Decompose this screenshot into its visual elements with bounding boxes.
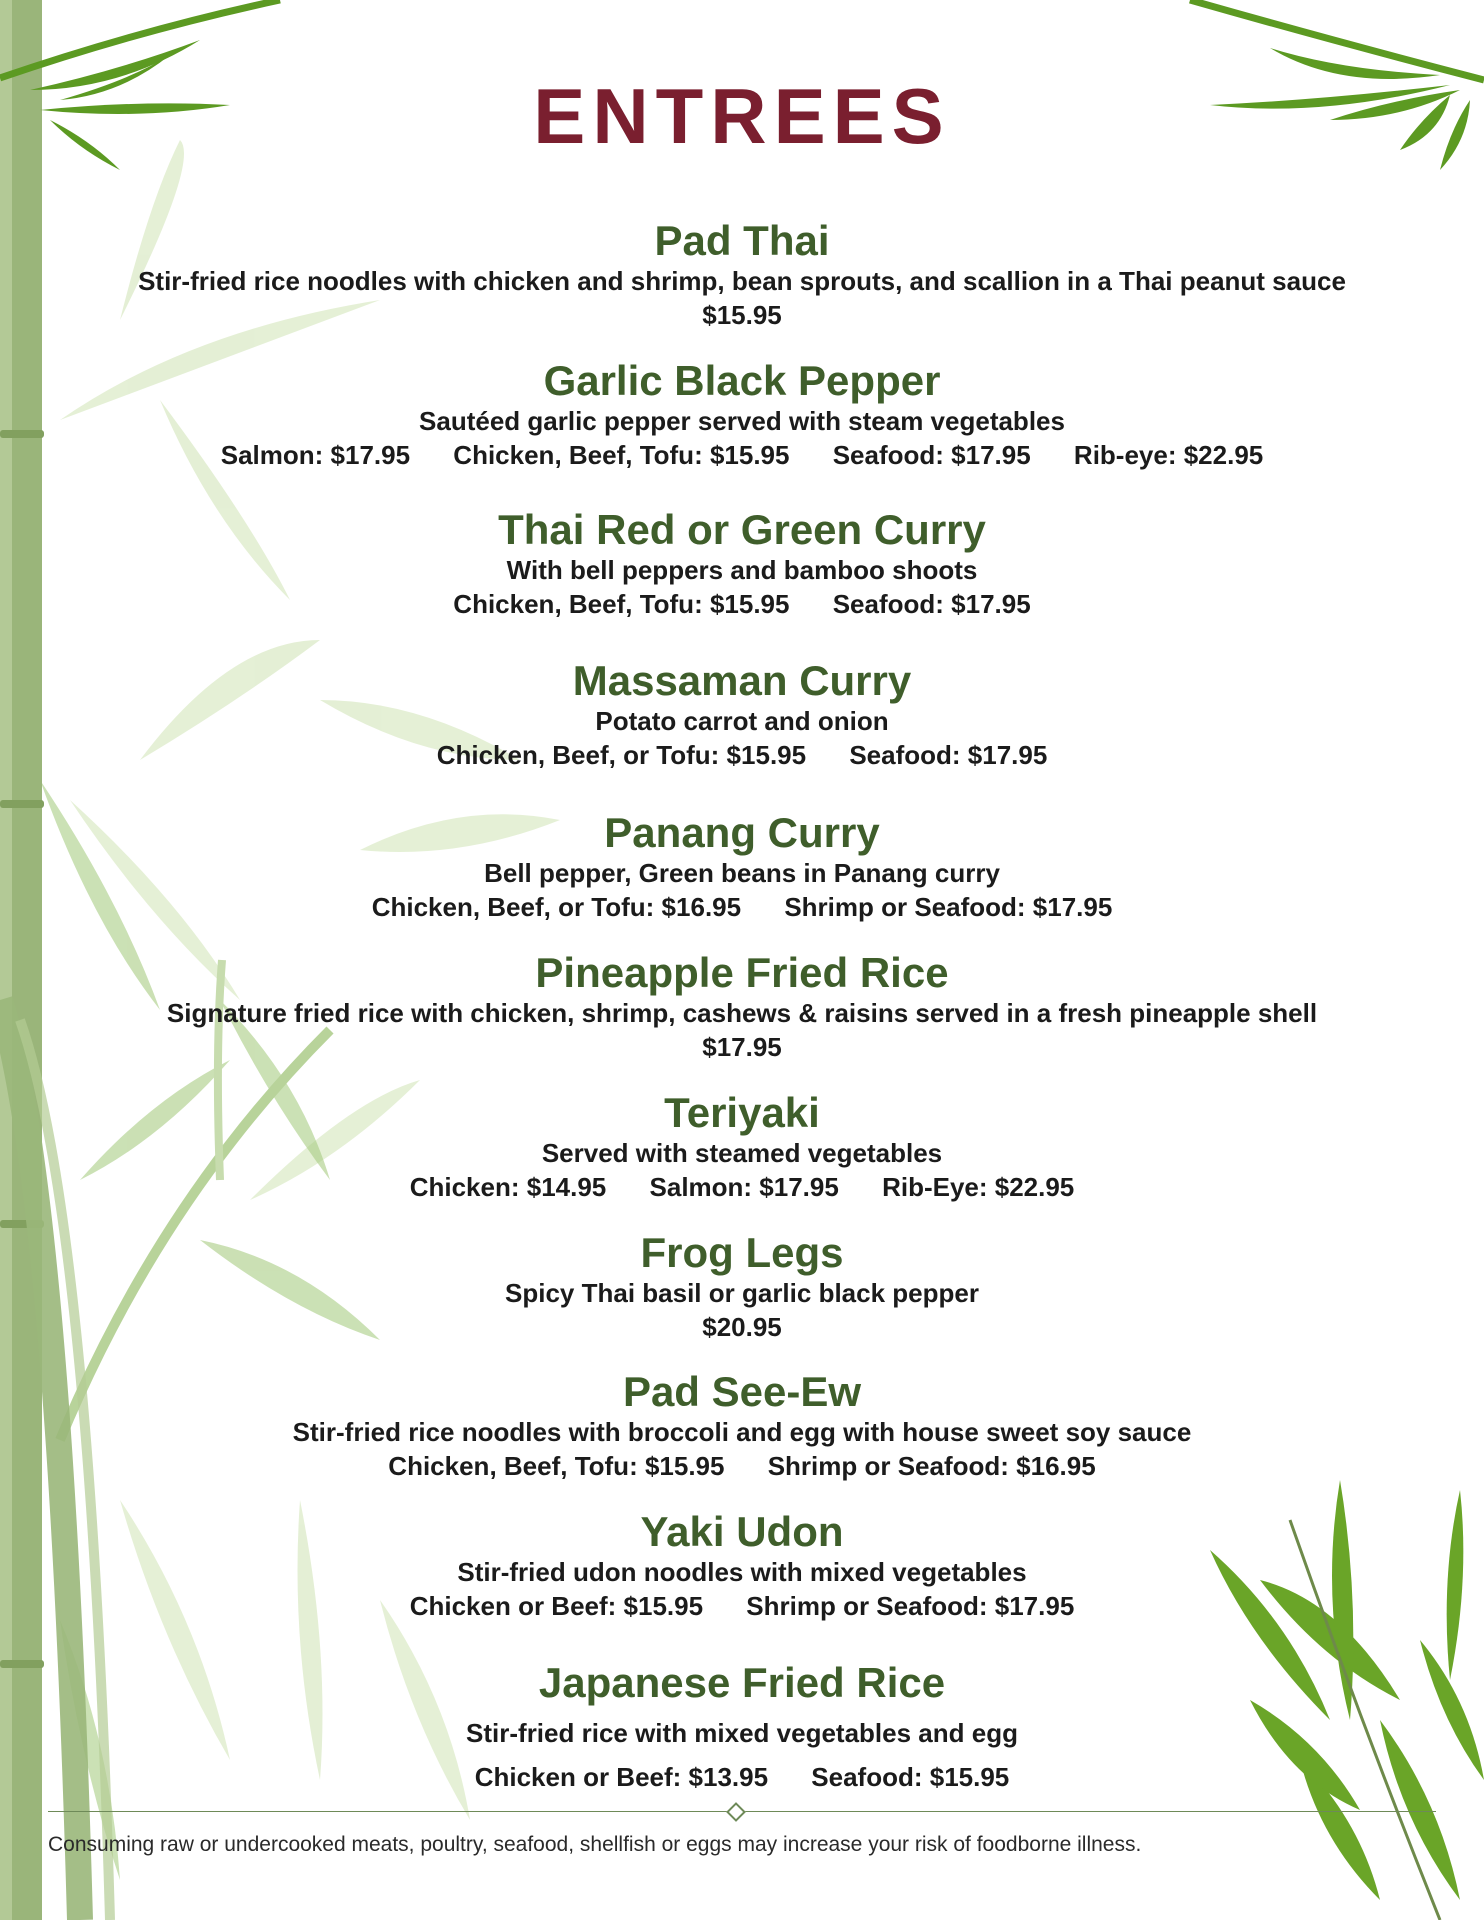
item-prices bbox=[80, 587, 1404, 621]
price-option: Rib-eye: $22.95 bbox=[1073, 440, 1264, 470]
price-option: Chicken, Beef, Tofu: $15.95 bbox=[453, 589, 790, 619]
price-option: $20.95 bbox=[702, 1312, 782, 1342]
price-option: Chicken, Beef, or Tofu: $15.95 bbox=[436, 740, 807, 770]
item-name: Panang Curry bbox=[604, 809, 880, 856]
price-option: Salmon: $17.95 bbox=[220, 440, 411, 470]
item-description: With bell peppers and bamboo shoots bbox=[506, 555, 978, 585]
menu-item-panang-curry bbox=[80, 810, 1404, 924]
menu-item-yaki-udon bbox=[80, 1509, 1404, 1623]
page-title: ENTREES bbox=[533, 72, 951, 160]
item-prices bbox=[80, 738, 1404, 772]
item-name: Japanese Fried Rice bbox=[538, 1659, 946, 1706]
diamond-ornament-icon bbox=[726, 1802, 746, 1822]
price-option: Chicken or Beef: $13.95 bbox=[474, 1762, 769, 1792]
item-description: Stir-fried rice with mixed vegetables and egg bbox=[466, 1718, 1018, 1748]
item-description: Sautéed garlic pepper served with steam vegetables bbox=[419, 406, 1065, 436]
item-description: Bell pepper, Green beans in Panang curry bbox=[484, 858, 1000, 888]
price-option: Chicken: $14.95 bbox=[409, 1172, 607, 1202]
item-description: Potato carrot and onion bbox=[595, 706, 889, 736]
item-prices bbox=[80, 438, 1404, 472]
item-prices bbox=[80, 1310, 1404, 1344]
price-option: Salmon: $17.95 bbox=[649, 1172, 839, 1202]
item-name: Pineapple Fried Rice bbox=[535, 949, 949, 996]
price-option: $15.95 bbox=[702, 300, 782, 330]
item-name: Teriyaki bbox=[664, 1089, 820, 1136]
menu-item-pineapple-fried-rice bbox=[80, 950, 1404, 1064]
price-option: Chicken, Beef, or Tofu: $16.95 bbox=[371, 892, 742, 922]
item-prices bbox=[80, 1589, 1404, 1623]
price-option: Rib-Eye: $22.95 bbox=[882, 1172, 1075, 1202]
item-prices bbox=[80, 1170, 1404, 1204]
item-prices bbox=[80, 890, 1404, 924]
item-name: Pad Thai bbox=[654, 217, 830, 264]
menu-item-garlic-black-pepper bbox=[80, 358, 1404, 472]
menu-item-teriyaki bbox=[80, 1090, 1404, 1204]
item-prices bbox=[80, 1030, 1404, 1064]
menu-item-japanese-fried-rice bbox=[80, 1660, 1404, 1794]
price-option: Chicken, Beef, Tofu: $15.95 bbox=[388, 1451, 725, 1481]
item-name: Yaki Udon bbox=[640, 1508, 844, 1555]
menu-item-frog-legs bbox=[80, 1230, 1404, 1344]
item-prices bbox=[80, 1449, 1404, 1483]
item-name: Thai Red or Green Curry bbox=[498, 506, 986, 553]
menu-item-pad-see-ew bbox=[80, 1369, 1404, 1483]
item-description: Spicy Thai basil or garlic black pepper bbox=[505, 1278, 979, 1308]
item-prices bbox=[80, 298, 1404, 332]
item-name: Massaman Curry bbox=[572, 657, 912, 704]
item-description: Served with steamed vegetables bbox=[541, 1138, 943, 1168]
price-option: $17.95 bbox=[702, 1032, 782, 1062]
item-prices bbox=[80, 1760, 1404, 1794]
price-option: Shrimp or Seafood: $17.95 bbox=[784, 892, 1113, 922]
menu-item-massaman-curry bbox=[80, 658, 1404, 772]
price-option: Seafood: $17.95 bbox=[832, 589, 1031, 619]
price-option: Seafood: $15.95 bbox=[811, 1762, 1010, 1792]
item-description: Stir-fried rice noodles with broccoli and egg with house sweet soy sauce bbox=[292, 1417, 1192, 1447]
menu-item-thai-curry bbox=[80, 507, 1404, 621]
menu-item-pad-thai bbox=[80, 218, 1404, 332]
item-name: Garlic Black Pepper bbox=[543, 357, 941, 404]
price-option: Chicken or Beef: $15.95 bbox=[409, 1591, 704, 1621]
item-name: Frog Legs bbox=[640, 1229, 844, 1276]
price-option: Shrimp or Seafood: $16.95 bbox=[767, 1451, 1096, 1481]
item-description: Signature fried rice with chicken, shrimp, cashews & raisins served in a fresh pineapple shell bbox=[166, 998, 1318, 1028]
price-option: Chicken, Beef, Tofu: $15.95 bbox=[453, 440, 790, 470]
price-option: Seafood: $17.95 bbox=[849, 740, 1048, 770]
price-option: Seafood: $17.95 bbox=[832, 440, 1031, 470]
price-option: Shrimp or Seafood: $17.95 bbox=[746, 1591, 1075, 1621]
item-name: Pad See-Ew bbox=[622, 1368, 862, 1415]
item-description: Stir-fried udon noodles with mixed vegetables bbox=[457, 1557, 1027, 1587]
food-safety-disclaimer: Consuming raw or undercooked meats, poultry, seafood, shellfish or eggs may increase your risk of foodborne illness. bbox=[48, 1833, 1142, 1856]
item-description: Stir-fried rice noodles with chicken and shrimp, bean sprouts, and scallion in a Thai peanut sauce bbox=[138, 266, 1346, 296]
